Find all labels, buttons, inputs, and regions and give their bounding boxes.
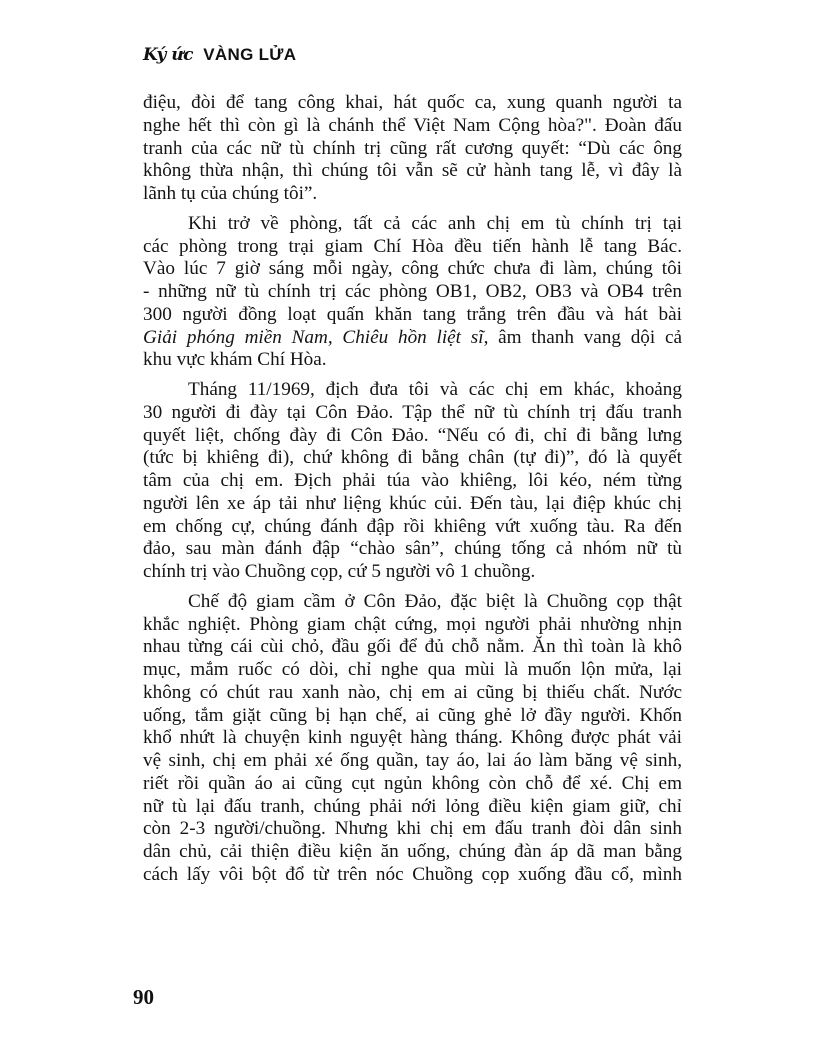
text-line: em chống cự, chúng đánh đập rồi khiêng vứt xuống tàu. Ra đến [143, 515, 682, 537]
page-number: 90 [133, 985, 154, 1009]
text-line: nhau từng cái cùi chỏ, đầu gối để đủ chỗ nằm. Ăn thì toàn là khô [143, 636, 682, 658]
text-line: tranh của các nữ tù chính trị cũng rất cương quyết: “Dù các ông [143, 137, 682, 159]
text-line: lãnh tụ của chúng tôi”. [143, 183, 318, 204]
text-line: đảo, sau màn đánh đập “chào sân”, chúng tống cả nhóm nữ tù [143, 538, 682, 560]
paragraph [143, 591, 682, 887]
text-line: Giải phóng miền Nam, Chiêu hồn liệt sĩ, âm thanh vang dội cả [143, 326, 682, 348]
paragraph [143, 213, 682, 372]
text-line: - những nữ tù chính trị các phòng OB1, OB2, OB3 và OB4 trên [143, 281, 682, 302]
running-head [143, 45, 296, 65]
text-line: chính trị vào Chuồng cọp, cứ 5 người vô 1 chuồng. [143, 561, 536, 582]
text-line: điệu, đòi để tang công khai, hát quốc ca, xung quanh người ta [143, 92, 682, 113]
body-text [143, 92, 682, 887]
text-line: (tức bị khiêng đi), chứ không đi bằng chân (tự đi)”, đó là quyết [143, 447, 682, 469]
text-line: quyết liệt, chống đày đi Côn Đảo. “Nếu có đi, chỉ đi bằng lưng [143, 424, 682, 446]
text-line: dân chủ, cải thiện điều kiện ăn uống, chúng đàn áp dã man bằng [143, 841, 682, 862]
text-line: tâm của chị em. Địch phải túa vào khiêng, lôi kéo, ném từng [143, 470, 682, 491]
text-line: Tháng 11/1969, địch đưa tôi và các chị em khác, khoảng [188, 379, 682, 400]
paragraph [143, 379, 682, 584]
song-titles: Giải phóng miền Nam, Chiêu hồn liệt sĩ [143, 326, 484, 348]
paragraph-gap [143, 584, 682, 591]
text-line: khu vực khám Chí Hòa. [143, 349, 327, 371]
text-line: không có chút rau xanh nào, chị em ai cũng bị thiếu chất. Nước [143, 681, 682, 703]
text-line: Chế độ giam cầm ở Côn Đảo, đặc biệt là Chuồng cọp thật [188, 590, 682, 612]
text-line: người lên xe áp tải như liệng khúc củi. Đến tàu, lại điệp khúc chị [143, 492, 682, 514]
paragraph [143, 92, 682, 206]
text-line: 30 người đi đày tại Côn Đảo. Tập thể nữ tù chính trị đấu tranh [143, 401, 682, 423]
text-line: uống, tắm giặt cũng bị hạn chế, ai cũng ghẻ lở đầy người. Khốn [143, 704, 682, 726]
text-line: Khi trở về phòng, tất cả các anh chị em tù chính trị tại [188, 212, 682, 234]
text-line: còn 2-3 người/chuồng. Nhưng khi chị em đấu tranh đòi dân sinh [143, 818, 682, 840]
paragraph-gap [143, 206, 682, 213]
text-line: nữ tù lại đấu tranh, chúng phải nới lỏng điều kiện giam giữ, chỉ [143, 795, 682, 817]
text-line: khổ nhứt là chuyện kinh nguyệt hàng tháng. Không được phát vải [143, 727, 682, 749]
text-line: Vào lúc 7 giờ sáng mỗi ngày, công chức chưa đi làm, chúng tôi [143, 258, 682, 280]
running-head-script: Ký ức [143, 45, 194, 65]
text-line: không thừa nhận, thì chúng tôi vẫn sẽ cử hành tang lễ, vì đây là [143, 160, 682, 182]
text-line: các phòng trong trại giam Chí Hòa đều tiến hành lễ tang Bác. [143, 235, 682, 257]
running-head-title: VÀNG LỬA [203, 45, 297, 64]
text-line: riết rồi quần áo ai cũng cụt ngủn không còn chỗ để xé. Chị em [143, 772, 682, 794]
text-line: vệ sinh, chị em phải xé ống quần, tay áo, lai áo làm băng vệ sinh, [143, 750, 682, 771]
text-line: mục, mắm ruốc có dòi, chỉ nghe qua mùi là muốn lộn mửa, lại [143, 659, 682, 680]
text-line: 300 người đồng loạt quấn khăn tang trắng trên đầu và hát bài [143, 303, 682, 325]
text-line: cách lấy vôi bột đổ từ trên nóc Chuồng cọp xuống đầu cổ, mình [143, 863, 682, 885]
paragraph-gap [143, 372, 682, 379]
text-line: khắc nghiệt. Phòng giam chật cứng, mọi người phải nhường nhịn [143, 613, 682, 635]
text-line: nghe hết thì còn gì là chánh thể Việt Nam Cộng hòa?". Đoàn đấu [143, 114, 682, 136]
